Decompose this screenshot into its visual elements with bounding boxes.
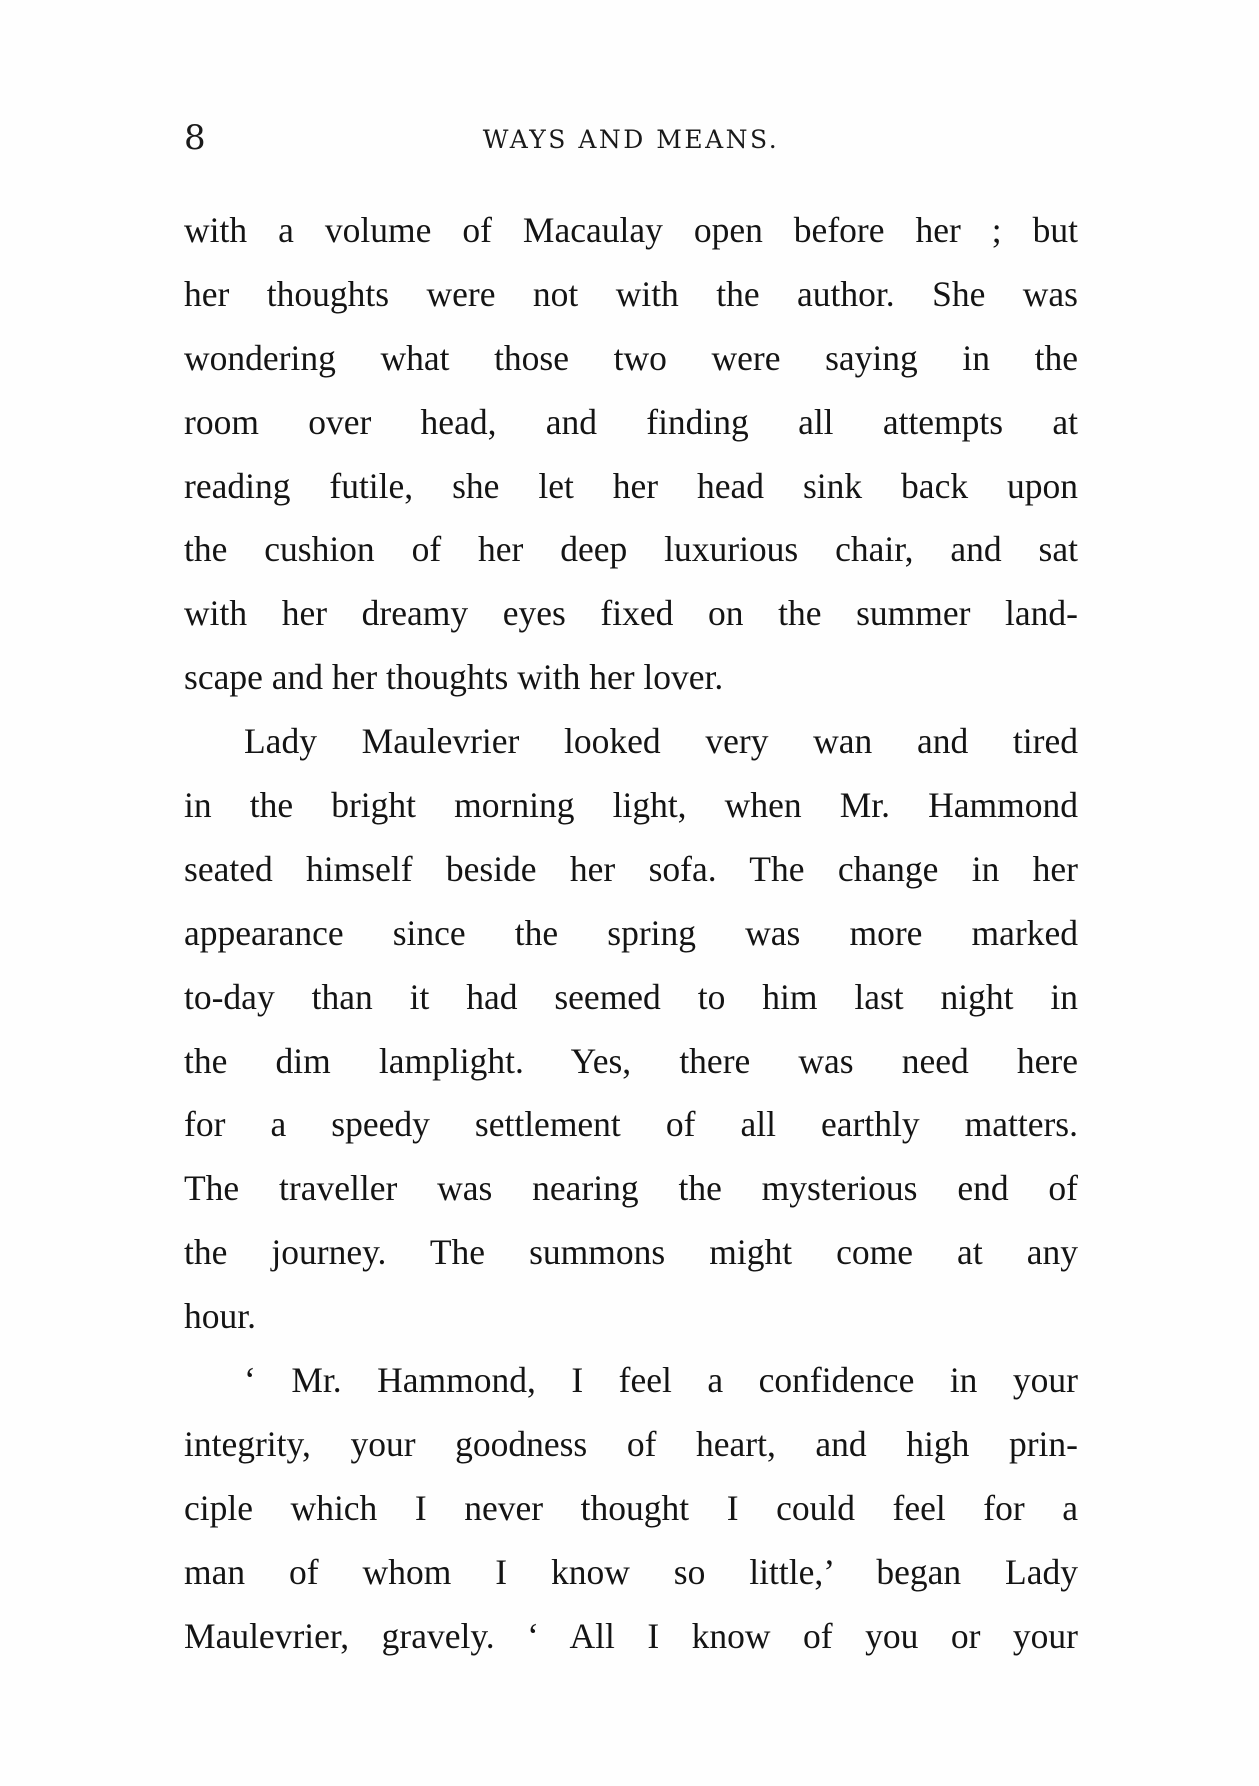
text-line: ciple which I never thought I could feel for a: [184, 1487, 1078, 1528]
running-head: WAYS AND MEANS.: [482, 125, 780, 154]
text-line: The traveller was nearing the mysterious end of: [184, 1168, 1078, 1209]
body-text: [184, 199, 1078, 1668]
text-line: for a speedy settlement of all earthly matters.: [184, 1104, 1078, 1145]
text-line: man of whom I know so little,’ began Lady: [184, 1551, 1078, 1592]
text-line: the cushion of her deep luxurious chair, and sat: [184, 529, 1078, 570]
text-line: seated himself beside her sofa. The change in her: [184, 848, 1078, 889]
text-line: Lady Maulevrier looked very wan and tired: [244, 721, 1078, 762]
page-number: 8: [184, 118, 206, 158]
text-line: her thoughts were not with the author. She was: [184, 273, 1078, 314]
paragraph: [184, 199, 1078, 710]
text-line: scape and her thoughts with her lover.: [184, 657, 724, 698]
text-line: to-day than it had seemed to him last night in: [184, 976, 1078, 1017]
text-line: wondering what those two were saying in the: [184, 337, 1078, 378]
text-line: with her dreamy eyes fixed on the summer land-: [184, 593, 1078, 634]
paragraph: [184, 1349, 1078, 1668]
text-line: reading futile, she let her head sink back upon: [184, 465, 1078, 506]
text-line: the journey. The summons might come at any: [184, 1232, 1078, 1273]
text-line: room over head, and finding all attempts at: [184, 401, 1078, 442]
text-line: in the bright morning light, when Mr. Hammond: [184, 785, 1078, 826]
text-line: integrity, your goodness of heart, and high prin-: [184, 1423, 1078, 1464]
text-line: Maulevrier, gravely. ‘ All I know of you or your: [184, 1615, 1078, 1656]
text-line: hour.: [184, 1296, 256, 1337]
text-line: the dim lamplight. Yes, there was need here: [184, 1040, 1078, 1081]
paragraph: [184, 710, 1078, 1349]
page-header: [184, 118, 1078, 158]
text-line: ‘ Mr. Hammond, I feel a confidence in your: [244, 1360, 1078, 1401]
text-line: appearance since the spring was more marked: [184, 912, 1078, 953]
text-line: with a volume of Macaulay open before her ; but: [184, 210, 1078, 250]
